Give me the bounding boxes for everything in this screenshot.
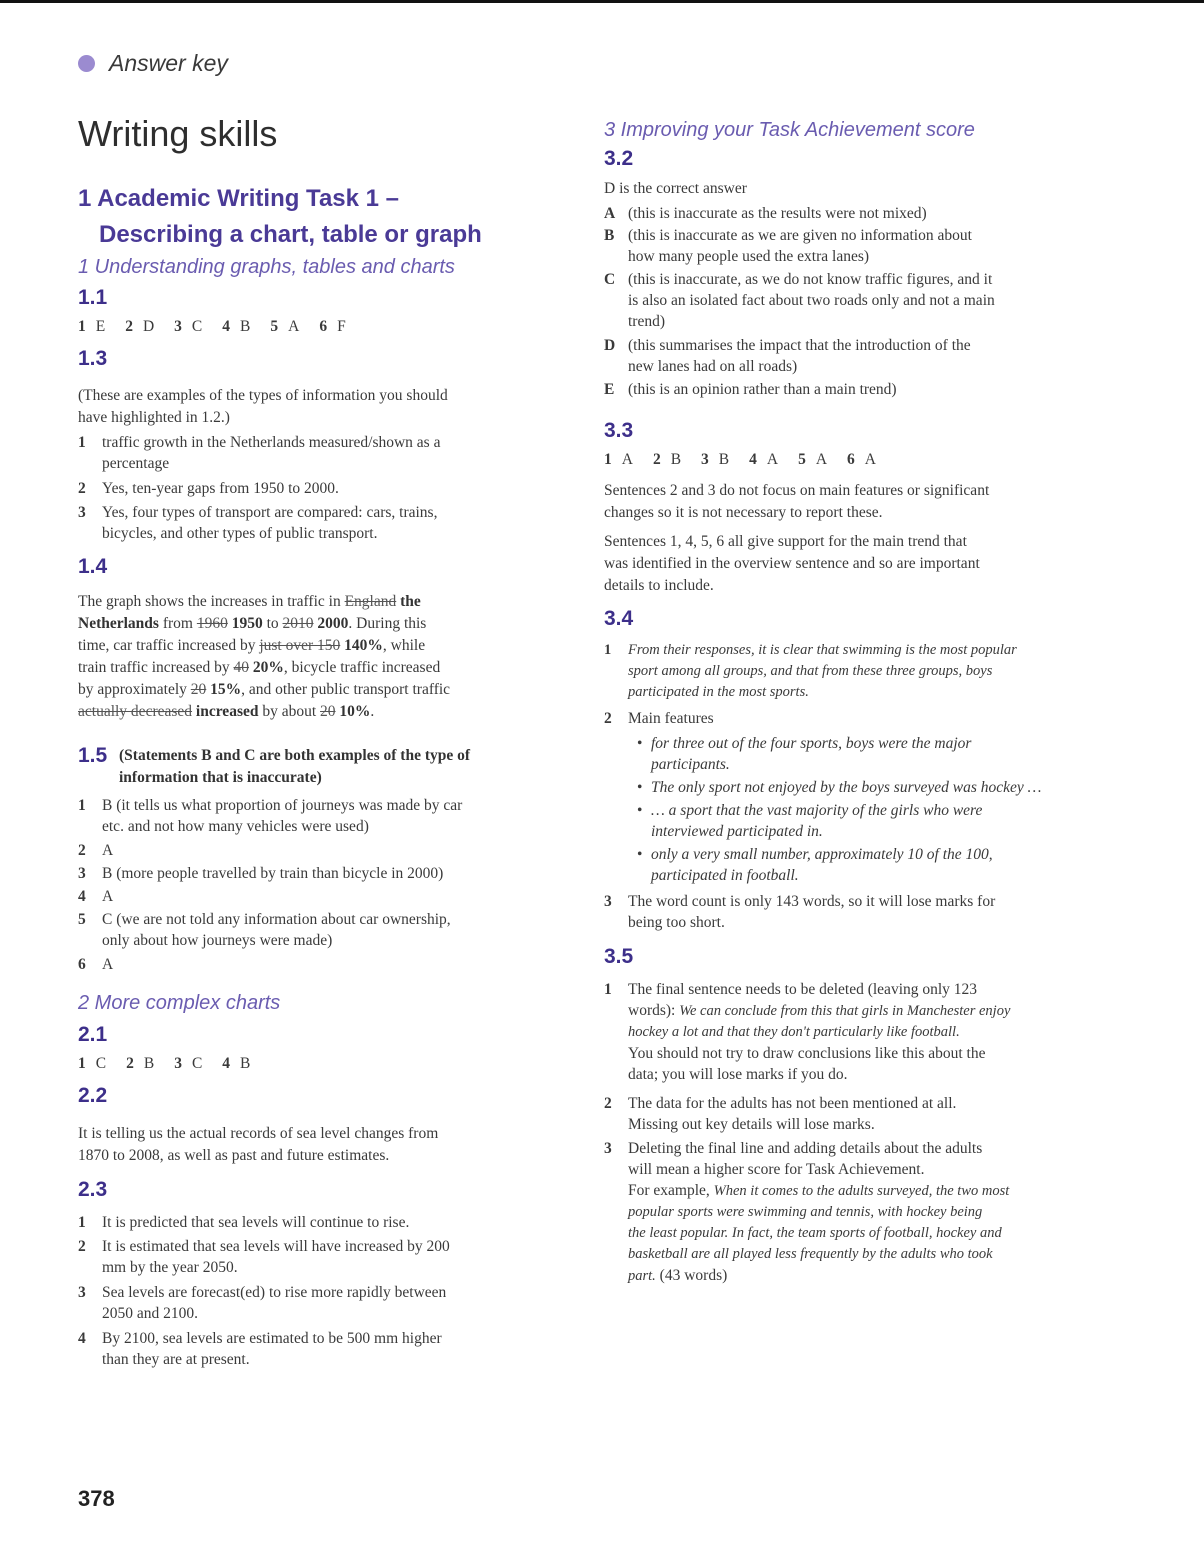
answer-1-1-item-number: 6 [319, 318, 328, 335]
list-2-3-item [78, 1328, 558, 1370]
list-2-3-item-text: By 2100, sea levels are estimated to be 500 mm higher [102, 1330, 442, 1347]
list-1-5-item-text: A [102, 842, 114, 859]
list-1-5-item-number: 1 [78, 797, 86, 814]
list-3-2-item-text: how many people used the extra lanes) [628, 248, 870, 265]
answer-3-3-item-number: 4 [749, 451, 757, 468]
answer-3-3-item-number: 3 [701, 451, 709, 468]
header-label: Answer key [109, 50, 228, 76]
list-3-2-item-text: (this is inaccurate, as we do not know traffic figures, and it [628, 271, 993, 288]
list-3-4-bullet-text: only a very small number, approximately 10 of the 100, [651, 846, 993, 863]
p14-line3: time, car traffic increased by just over 150 140%, while [78, 637, 426, 654]
list-2-3-item-text: mm by the year 2050. [102, 1259, 238, 1276]
list-3-2-item-number: C [604, 271, 616, 288]
list-1-5-item-text: only about how journeys were made) [102, 932, 333, 949]
paragraph-2-2-line2: 1870 to 2008, as well as past and future estimates. [78, 1147, 390, 1164]
list-1-5-item-number: 3 [78, 865, 86, 882]
list-3-5-item-2: 2 The data for the adults has not been mentioned at all. Missing out key details will lose marks. [604, 1095, 957, 1133]
list-1-5-item-text: B (more people travelled by train than bicycle in 2000) [102, 865, 444, 882]
list-3-4-bullet [637, 844, 1101, 886]
q-3-5-number: 3.5 [604, 945, 634, 968]
list-1-3-item-text: percentage [102, 455, 170, 472]
list-1-5-item-text: C (we are not told any information about car ownership, [102, 911, 451, 928]
answers-2-1 [78, 1055, 270, 1073]
list-1-3-item-number: 2 [78, 480, 86, 497]
section-1-heading-line1: 1 Academic Writing Task 1 – [78, 185, 400, 212]
q-1-5-note-line1: (Statements B and C are both examples of the type of [119, 747, 471, 764]
list-3-4-bullet-text: The only sport not enjoyed by the boys surveyed was hockey … [651, 779, 1042, 796]
list-2-3-item [78, 1212, 558, 1233]
paragraph-1-3-line1: (These are examples of the types of information you should [78, 387, 448, 404]
list-3-4-bullet-text: participants. [651, 756, 730, 773]
bullet-dot-icon [78, 55, 95, 72]
q-1-4-number: 1.4 [78, 555, 108, 578]
list-1-3-item-text: bicycles, and other types of public transport. [102, 525, 378, 542]
paragraph-3-3b-line2: was identified in the overview sentence and so are important [604, 555, 980, 572]
answer-3-3-item-answer: A [815, 451, 828, 468]
list-3-4-bullet-text: … a sport that the vast majority of the girls who were [651, 802, 983, 819]
bullet-icon: • [637, 735, 643, 752]
list-1-5-item-text: A [102, 888, 114, 905]
list-1-3-item [78, 478, 558, 499]
answer-3-3-item-answer: A [621, 451, 633, 468]
list-3-4-bullet-text: for three out of the four sports, boys were the major [651, 735, 972, 752]
q-3-2-number: 3.2 [604, 147, 634, 170]
list-3-4-bullet [637, 733, 1101, 775]
q-2-1-number: 2.1 [78, 1023, 108, 1046]
list-3-4-item-1: 1 From their responses, it is clear that swimming is the most popular sport among all groups, and that from these three groups, boys participated in the most sports. [604, 642, 1017, 700]
list-3-2-item-text: is also an isolated fact about two roads only and not a main [628, 292, 995, 309]
list-3-2-item-text: new lanes had on all roads) [628, 358, 798, 375]
p14-line1: The graph shows the increases in traffic in England the [78, 593, 421, 610]
list-1-5-item [78, 795, 558, 837]
subsection-3-heading: 3 Improving your Task Achievement score [604, 119, 975, 141]
paragraph-2-2-line1: It is telling us the actual records of sea level changes from [78, 1125, 439, 1142]
list-1-5-item-number: 2 [78, 842, 86, 859]
list-1-3-item-number: 1 [78, 434, 86, 451]
answer-2-1-item-answer: C [191, 1055, 203, 1072]
list-1-3-item-text: traffic growth in the Netherlands measured/shown as a [102, 434, 441, 451]
answer-2-1-item-answer: C [95, 1055, 107, 1072]
answer-3-3-item-answer: B [718, 451, 730, 468]
list-1-5-item [78, 886, 558, 907]
list-3-2-item-text: (this is inaccurate as we are given no information about [628, 227, 972, 244]
answers-3-3 [604, 451, 896, 469]
list-2-3-item-number: 2 [78, 1238, 86, 1255]
list-3-2-item [604, 225, 1124, 267]
q-3-3-number: 3.3 [604, 419, 634, 442]
answer-1-1-item-answer: C [191, 318, 203, 335]
list-3-2-item-number: A [604, 205, 616, 222]
list-1-5-item-text: A [102, 956, 114, 973]
q-1-1-number: 1.1 [78, 286, 108, 309]
paragraph-3-3a-line1: Sentences 2 and 3 do not focus on main features or significant [604, 482, 990, 499]
p14-line4: train traffic increased by 40 20%, bicycle traffic increased [78, 659, 441, 676]
answer-3-3-item-number: 1 [604, 451, 612, 468]
top-rule [0, 0, 1204, 3]
answer-1-1-item-answer: B [240, 318, 251, 335]
answer-2-1-item-number: 1 [78, 1055, 86, 1072]
list-3-2-item-text: (this is inaccurate as the results were not mixed) [628, 205, 927, 222]
list-3-4-bullet [637, 800, 1101, 842]
answer-1-1-item-answer: A [288, 318, 300, 335]
list-2-3-item-number: 4 [78, 1330, 86, 1347]
list-3-2-item-number: B [604, 227, 615, 244]
list-2-3-item [78, 1282, 558, 1324]
list-3-4-item-2: 2 Main features [604, 710, 714, 727]
answer-3-3-item-number: 5 [798, 451, 806, 468]
answer-1-1-item-number: 4 [222, 318, 231, 335]
paragraph-3-3a-line2: changes so it is not necessary to report these. [604, 504, 883, 521]
list-1-3-item-text: Yes, ten-year gaps from 1950 to 2000. [102, 480, 339, 497]
bullet-icon: • [637, 846, 643, 863]
list-2-3-item-number: 3 [78, 1284, 86, 1301]
q-1-5-number: 1.5 [78, 744, 108, 767]
list-3-2-item-number: E [604, 381, 615, 398]
list-3-2-item [604, 269, 1124, 332]
list-3-4-bullet-text: participated in football. [651, 867, 799, 884]
paragraph-3-3b-line1: Sentences 1, 4, 5, 6 all give support for the main trend that [604, 533, 967, 550]
list-3-2-item-text: trend) [628, 313, 666, 330]
p14-line6: actually decreased increased by about 20 10%. [78, 703, 375, 720]
answer-3-3-item-answer: A [864, 451, 876, 468]
answer-3-3-item-answer: A [766, 451, 779, 468]
list-1-5-item-number: 4 [78, 888, 86, 905]
list-1-5-item [78, 863, 558, 884]
q-2-3-number: 2.3 [78, 1178, 108, 1201]
list-3-2-item [604, 203, 1124, 224]
list-1-3-item [78, 502, 558, 544]
paragraph-3-2: D is the correct answer [604, 180, 747, 197]
subsection-1-heading: 1 Understanding graphs, tables and charts [78, 256, 455, 278]
list-2-3-item-text: It is estimated that sea levels will have increased by 200 [102, 1238, 450, 1255]
paragraph-3-3b-line3: details to include. [604, 577, 714, 594]
answer-1-1-item-number: 1 [78, 318, 86, 335]
list-2-3-item-text: 2050 and 2100. [102, 1305, 199, 1322]
answer-1-1-item-answer: D [142, 318, 155, 335]
list-3-4-bullet [637, 777, 1101, 798]
answer-key-header [78, 50, 228, 77]
list-1-5-item-number: 6 [78, 956, 86, 973]
list-2-3-item-text: It is predicted that sea levels will continue to rise. [102, 1214, 410, 1231]
list-2-3-item-number: 1 [78, 1214, 86, 1231]
list-3-2-item [604, 335, 1124, 377]
section-1-heading-line2: Describing a chart, table or graph [99, 221, 482, 248]
q-1-5-note-line2: information that is inaccurate) [119, 769, 322, 786]
bullet-icon: • [637, 779, 643, 796]
list-3-2-item-text: (this is an opinion rather than a main trend) [628, 381, 897, 398]
list-1-5-item-number: 5 [78, 911, 86, 928]
list-3-5-item-3: 3 Deleting the final line and adding details about the adults will mean a higher score for Task Achievement. For example, When it comes to the adults surveyed, the two most popular sports were swimming and tennis, with hockey being the least popular. In fact, the team sports of football, hockey and basketball are all played less frequently by the adults who took part. (43 words) [604, 1140, 1010, 1284]
answer-2-1-item-number: 3 [174, 1055, 182, 1072]
paragraph-1-3-line2: have highlighted in 1.2.) [78, 409, 230, 426]
p14-line5: by approximately 20 15%, and other public transport traffic [78, 681, 451, 698]
q-1-3-number: 1.3 [78, 347, 108, 370]
list-1-5-item-text: B (it tells us what proportion of journeys was made by car [102, 797, 463, 814]
list-1-5-item [78, 840, 558, 861]
subsection-2-heading: 2 More complex charts [78, 992, 281, 1014]
answer-1-1-item-number: 5 [270, 318, 279, 335]
list-1-5-item-text: etc. and not how many vehicles were used) [102, 818, 369, 835]
list-3-5-item-1: 1 The final sentence needs to be deleted (leaving only 123 words): We can conclude from this that girls in Manchester enjoy hockey a lot and that they don't particularly like football. You should not try to draw conclusions like this about the data; you will lose marks if you do. [604, 981, 1011, 1083]
answers-1-1 [78, 318, 366, 336]
list-3-2-item-text: (this summarises the impact that the introduction of the [628, 337, 971, 354]
q-2-2-number: 2.2 [78, 1084, 108, 1107]
list-1-5-item [78, 909, 558, 951]
p14-line2: Netherlands from 1960 1950 to 2010 2000. During this [78, 615, 427, 632]
list-2-3-item-text: Sea levels are forecast(ed) to rise more rapidly between [102, 1284, 447, 1301]
answer-3-3-item-number: 2 [652, 451, 661, 468]
answer-1-1-item-answer: E [95, 318, 106, 335]
answer-2-1-item-answer: B [143, 1055, 155, 1072]
list-1-3-item [78, 432, 558, 474]
list-2-3-item-text: than they are at present. [102, 1351, 250, 1368]
answer-2-1-item-number: 2 [126, 1055, 134, 1072]
answer-2-1-item-answer: B [240, 1055, 251, 1072]
paragraph-1-4 [78, 591, 578, 723]
list-3-2-item-number: D [604, 337, 616, 354]
list-2-3-item [78, 1236, 558, 1278]
bullet-icon: • [637, 802, 643, 819]
answer-3-3-item-number: 6 [847, 451, 855, 468]
list-1-3-item-text: Yes, four types of transport are compared: cars, trains, [102, 504, 438, 521]
list-3-2-item [604, 379, 1124, 400]
answer-1-1-item-number: 3 [174, 318, 182, 335]
answer-3-3-item-answer: B [670, 451, 682, 468]
page-title: Writing skills [78, 113, 278, 154]
list-3-4-item-3: 3 The word count is only 143 words, so it will lose marks for being too short. [604, 893, 996, 931]
list-1-5-item [78, 954, 558, 975]
q-3-4-number: 3.4 [604, 607, 634, 630]
answer-2-1-item-number: 4 [222, 1055, 231, 1072]
answer-1-1-item-number: 2 [125, 318, 133, 335]
page-number: 378 [78, 1486, 115, 1511]
list-1-3-item-number: 3 [78, 504, 86, 521]
answer-1-1-item-answer: F [337, 318, 346, 335]
list-3-4-bullet-text: interviewed participated in. [651, 823, 823, 840]
